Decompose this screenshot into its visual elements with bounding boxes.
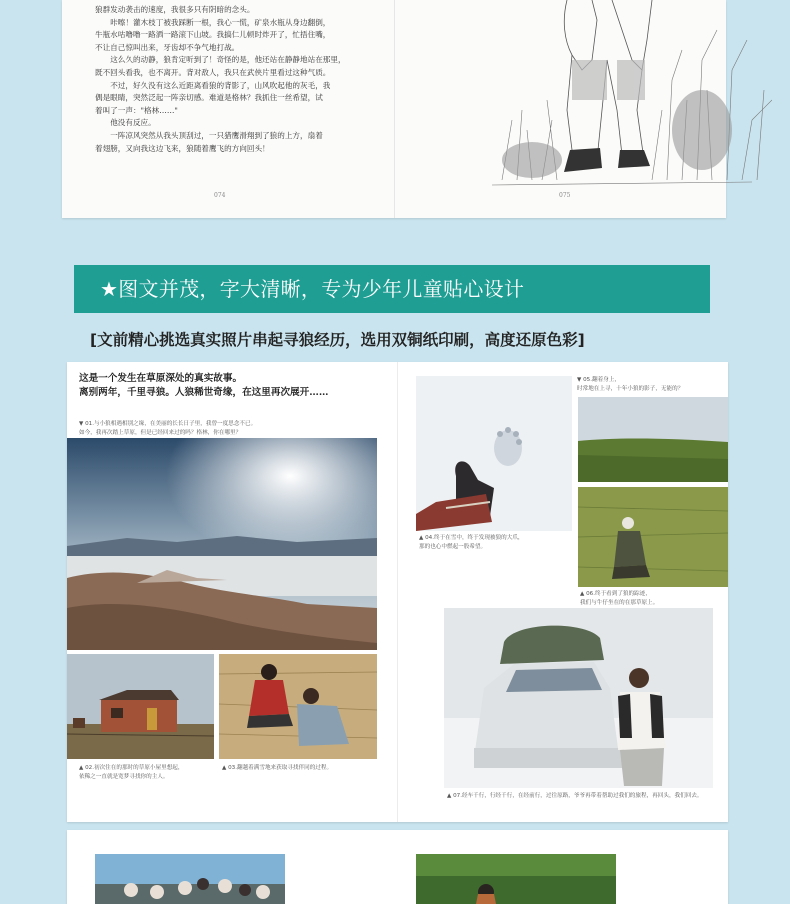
book-spread-photos: [67, 362, 728, 822]
intro-line: 离别两年，千里寻狼。人狼稀世奇缘，在这里再次展开……: [79, 387, 329, 398]
photo-caption: [79, 764, 183, 781]
brick-house-photo: [67, 654, 214, 759]
steppe-landscape-photo: [67, 438, 377, 650]
photo-caption: [419, 534, 523, 551]
story-line: 他没有反应。: [110, 118, 156, 128]
book-spread-top: [62, 0, 726, 218]
story-text: [95, 4, 381, 155]
story-line: 偶是眼睛，突然泛起一阵亲切感。难道是格林？我抓住一丝希望，试: [95, 93, 323, 103]
story-line: 咔嚓！灌木枝丁被我踩断一根，我心一慌，矿泉水瓶从身边翻倒，: [110, 17, 331, 27]
story-line: 既不回头看我，也不离开。背对敌人，我只在武侠片里看过这种气质。: [95, 67, 331, 77]
caption-line: ▲ 06.终于看到了狼的踪迹，: [580, 591, 651, 597]
caption-line: ▲ 07.经车千行，行经千行，在经前行，过往原路，爷爷再带着帮助过我们的旅程，再回头，我们回去。: [447, 793, 703, 799]
car-in-snow-photo: [444, 608, 713, 788]
caption-line: 我们与牛仔坐在的在那草原上。: [580, 599, 659, 606]
group-photo: [95, 854, 285, 904]
story-line: 着翅膀，又向我这边飞来，狼随着鹰飞的方向回头！: [95, 143, 270, 153]
page-number-left: 074: [214, 192, 226, 199]
story-line: 牛瓶水咕噜噜一路洒一路滚下山坡。我搞仁儿顿时炸开了，忙捂住嘴，: [95, 30, 331, 40]
caption-line: 如今，我再次踏上草原，但是已经回来过的吗？格林，你在哪里？: [79, 429, 242, 436]
caption-line: 那的也心中燃起一股希望。: [419, 543, 487, 550]
pencil-sketch-illustration: [472, 0, 772, 190]
story-line: 这么久的动静，狼肯定听到了！奇怪的是，他还站在静静地站在那里，: [110, 55, 346, 65]
page-gutter: [394, 0, 395, 218]
paw-print-snow-photo: [416, 376, 572, 531]
caption-line: 时常地在上寻，十年小狼的影子，无能的？: [577, 385, 684, 392]
banner-subtitle: [文前精心挑选真实照片串起寻狼经历，选用双铜纸印刷，高度还原色彩]: [90, 331, 585, 349]
grassland-photo: [578, 397, 728, 482]
caption-line: ▲ 02.初次住在的那时的草原小屋里想起，: [79, 765, 184, 771]
story-line: 一阵凉风突然从我头顶刮过，一只猎鹰滑翔到了狼的上方，扇着: [110, 130, 323, 140]
photo-caption: [79, 420, 256, 437]
story-line: 着叫了一声："格林……": [95, 105, 178, 115]
story-line: 不过，好久没有这么近距离看狼的背影了，山风吹起他的灰毛，我: [110, 80, 331, 90]
caption-line: ▼ 01.与小狼相遇相别之缘，在美丽的长长日子里，我曾一度思念不已。: [79, 421, 257, 427]
caption-line: ▼ 05.翻着身上，: [577, 377, 620, 383]
page-gutter: [397, 362, 398, 822]
story-line: 不让自己惊叫出来，牙齿却不争气地打战。: [95, 42, 240, 52]
intro-line: 这是一个发生在草原深处的真实故事。: [79, 373, 243, 384]
story-line: 狼群发动袭击的速度，我很多只有阴暗的念头。: [95, 5, 255, 14]
photo-caption: [580, 590, 658, 607]
photo-caption: [222, 764, 332, 773]
photo-caption: [577, 376, 683, 393]
intro-text: [79, 372, 328, 400]
photo-caption: [447, 792, 703, 801]
bird-photo: [416, 854, 616, 904]
banner-title: ★图文并茂，字大清晰，专为少年儿童贴心设计: [100, 277, 525, 301]
feature-banner: [74, 265, 710, 313]
page-number-right: 075: [559, 192, 571, 199]
man-in-grass-photo: [578, 487, 728, 587]
caption-line: 依稀之一直就是宽梦寻找你的主人。: [79, 773, 169, 780]
book-spread-bottom: [67, 830, 728, 904]
caption-line: ▲ 03.翻越着满雪地来获取寻找伴同的过程。: [222, 765, 333, 771]
caption-line: ▲ 04.终于在雪中，终于发现被狼的大爪，: [419, 535, 524, 541]
people-searching-photo: [219, 654, 377, 759]
